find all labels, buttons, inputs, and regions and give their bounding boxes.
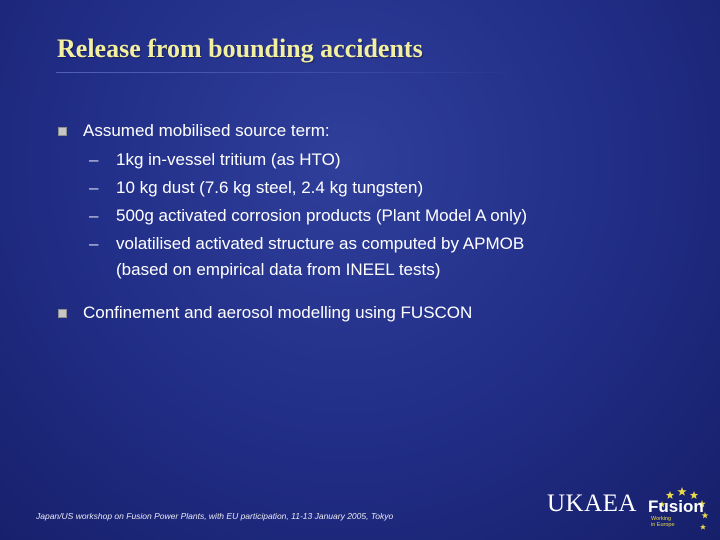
sub-item-text: 1kg in-vessel tritium (as HTO) bbox=[116, 150, 341, 169]
logo-brand-name: Fusion bbox=[648, 497, 704, 516]
footer-caption: Japan/US workshop on Fusion Power Plants, with EU participation, 11-13 January 2005, Tokyo bbox=[36, 511, 394, 521]
sub-item-text: 10 kg dust (7.6 kg steel, 2.4 kg tungsten) bbox=[116, 178, 424, 197]
square-bullet-icon bbox=[58, 309, 67, 318]
bullet-text: Confinement and aerosol modelling using FUSCON bbox=[83, 303, 473, 322]
logo-tagline bbox=[651, 516, 681, 528]
square-bullet-icon bbox=[58, 127, 67, 136]
bullet-text: Assumed mobilised source term: bbox=[83, 121, 330, 140]
dash-icon: – bbox=[89, 150, 99, 169]
sub-item-continuation: (based on empirical data from INEEL tests) bbox=[116, 260, 441, 279]
logo-org-name: UKAEA bbox=[547, 490, 637, 517]
dash-icon: – bbox=[89, 206, 99, 225]
title-divider bbox=[56, 72, 526, 73]
sub-item-text: 500g activated corrosion products (Plant Model A only) bbox=[116, 206, 528, 225]
logo-tagline-line2: in Europe bbox=[651, 522, 675, 528]
dash-icon: – bbox=[89, 234, 99, 253]
sub-item-text: volatilised activated structure as computed by APMOB bbox=[116, 234, 525, 253]
dash-icon: – bbox=[89, 178, 99, 197]
slide-title: Release from bounding accidents bbox=[57, 34, 423, 63]
logo-tagline-line1: Working bbox=[651, 516, 672, 522]
